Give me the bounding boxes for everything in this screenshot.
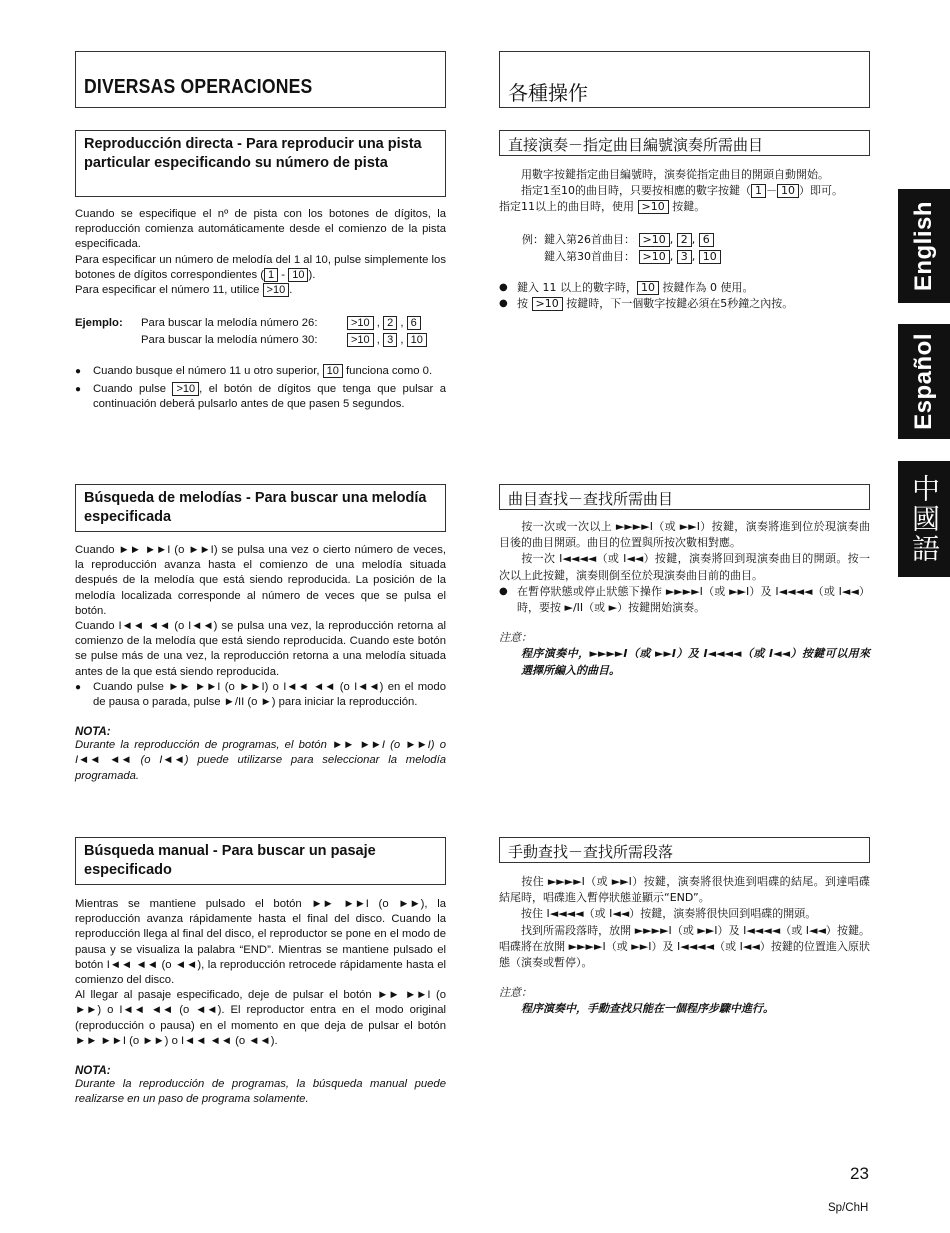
example-line-1: 例：鍵入第26首曲目： >10 , 2 , 6 [522, 231, 862, 248]
page-code: Sp/ChH [828, 1202, 869, 1214]
section-heading-manual-zh: 手動查找－查找所需段落 [499, 837, 870, 863]
section-body-search-es [75, 543, 446, 784]
section-heading-manual-es: Búsqueda manual - Para buscar un pasaje especificado [75, 837, 446, 885]
list-item: ● Cuando pulse ►► ►►I (o ►►I) o I◄◄ ◄◄ (o I◄◄) en el modo de pausa o parada, pulse ►/II (o ►) para iniciar la reproducción. [75, 680, 446, 710]
note-heading: 注意： [499, 986, 532, 1000]
note-heading: NOTA: [75, 1065, 111, 1078]
note-text: Durante la reproducción de programas, la búsqueda manual puede realizarse en un paso de programa solamente. [75, 1078, 446, 1106]
digit-key-1: 1 [264, 268, 278, 282]
example-line-2: 鍵入第30首曲目： >10 , 3 , 10 [522, 248, 862, 265]
note-heading: NOTA: [75, 726, 111, 739]
page-title-zh: 各種操作 [508, 81, 588, 105]
main-title-box-es [75, 51, 446, 108]
section-heading-search-es: Búsqueda de melodías - Para buscar una melodía especificada [75, 484, 446, 532]
section-body-direct-zh [499, 167, 870, 216]
paragraph: 指定1至10的曲目時，只要按相應的數字按鍵（ 1 － 10 ）即可。 [521, 184, 843, 198]
paragraph: Cuando se especifique el nº de pista con los botones de dígitos, la reproducción comienza automáticamente desde el comienzo de la pista especificada. [75, 208, 446, 251]
section-body-manual-es [75, 897, 446, 1107]
paragraph: 按住 ►►►►I（或 ►►I）按鍵，演奏將很快進到唱碟的結尾。到達唱碟結尾時，唱碟進入暫停狀態並顯示“END”。 [499, 875, 870, 905]
list-item: ● Cuando pulse >10 , el botón de dígitos que tenga que pulsar a continuación deberá pulsarlo antes de que pasen 5 segundos. [75, 382, 446, 412]
example-keys-2: >10 , 3 , 10 [347, 332, 427, 349]
tab-espanol[interactable]: Español [898, 324, 950, 439]
paragraph: 按一次或一次以上 ►►►►I（或 ►►I）按鍵，演奏將進到位於現演奏曲目後的曲目開頭。曲目的位置與所按次數相對應。 [499, 520, 870, 550]
paragraph: Cuando ►► ►►I (o ►►I) se pulsa una vez o cierto número de veces, la reproducción avanza hasta el comienzo de una melodía situada después de la melodía que está siendo reproducida. La posición de la melodía localizada corresponde al número de veces que se pulsa el botón. [75, 544, 446, 617]
list-item: ● 在暫停狀態或停止狀態下操作 ►►►►I（或 ►►I）及 I◄◄◄◄（或 I◄◄）時，要按 ►/II（或 ►）按鍵開始演奏。 [499, 584, 870, 616]
bullets-direct-zh [499, 280, 870, 312]
paragraph: Para especificar un número de melodía del 1 al 10, pulse simplemente los botones de dígitos correspondientes ( 1 - 10 ). [75, 253, 446, 281]
list-item: ● Cuando busque el número 11 u otro superior, 10 funciona como 0. [75, 364, 446, 379]
example-block-es [75, 315, 446, 348]
paragraph: 找到所需段落時，放開 ►►►►I（或 ►►I）及 I◄◄◄◄（或 I◄◄）按鍵。唱碟將在放開 ►►►►I（或 ►►I）及 I◄◄◄◄（或 I◄◄）按鍵的位置進入原狀態（演奏或暫停）。 [499, 923, 870, 970]
paragraph: 按一次 I◄◄◄◄（或 I◄◄）按鍵，演奏將回到現演奏曲目的開頭。按一次以上此按鍵，演奏則倒至位於現演奏曲目前的曲目。 [499, 552, 870, 582]
note-heading: 注意： [499, 631, 532, 645]
page-number: 23 [850, 1164, 869, 1183]
section-heading-direct-zh: 直接演奏－指定曲目編號演奏所需曲目 [499, 130, 870, 156]
paragraph: Al llegar al pasaje especificado, deje de pulsar el botón ►► ►►I (o ►►) o I◄◄ ◄◄ (o ◄◄). El reproductor entra en el modo original (reproducción o pausa) en el momento en que deja de pulsar el botón ►► ►►I (o ►►) o I◄◄ ◄◄ (o ◄◄). [75, 989, 446, 1047]
paragraph: 用數字按鍵指定曲目編號時，演奏從指定曲目的開頭自動開始。 [521, 168, 829, 181]
example-keys-1: >10 , 2 , 6 [347, 315, 421, 332]
example-block-zh [522, 231, 862, 265]
note-text: Durante la reproducción de programas, el botón ►► ►►I (o ►►I) o I◄◄ ◄◄ (o I◄◄) puede utilizarse para seleccionar la melodía programada. [75, 739, 446, 782]
paragraph: Mientras se mantiene pulsado el botón ►► ►►I (o ►►), la reproducción avanza rápidamente hasta el final del disco. Cuando la reproducción llega al final del disco, el reproductor se pone en el modo de pausa y se visualiza la palabra “END”. Mientras se mantiene pulsado el botón I◄◄ ◄◄ (o ◄◄), la reproducción retrocede rápidamente hasta el comienzo del disco. [75, 898, 446, 987]
list-item: ● 鍵入 11 以上的數字時， 10 按鍵作為 0 使用。 [499, 280, 870, 296]
paragraph: 指定11以上的曲目時，使用 >10 按鍵。 [499, 200, 706, 214]
paragraph: Cuando I◄◄ ◄◄ (o I◄◄) se pulsa una vez, la reproducción retorna al comienzo de la melodía que está siendo reproducida. Cuando este botón se pulse más de una vez, la reproducción retorna a una melodía situada antes de la que está siendo reproducida. [75, 620, 446, 678]
section-body-direct-es [75, 207, 446, 298]
section-heading-search-zh: 曲目查找－查找所需曲目 [499, 484, 870, 510]
section-body-search-zh [499, 519, 870, 679]
page-title-es: DIVERSAS OPERACIONES [84, 76, 313, 98]
example-line-2: Para buscar la melodía número 30: [141, 333, 318, 346]
paragraph: 按住 I◄◄◄◄（或 I◄◄）按鍵，演奏將很快回到唱碟的開頭。 [521, 907, 817, 921]
digit-key-10: 10 [288, 268, 308, 282]
tab-chinese[interactable]: 中國語 [898, 461, 950, 577]
tab-english[interactable]: English [898, 189, 950, 303]
paragraph: Para especificar el número 11, utilice >10 . [75, 284, 293, 297]
example-line-1: Para buscar la melodía número 26: [141, 317, 318, 329]
key-plus10: >10 [263, 283, 290, 297]
section-heading-direct-es: Reproducción directa - Para reproducir una pista particular especificando su número de pista [75, 130, 446, 197]
note-text: 程序演奏中，手動查找只能在一個程序步驟中進行。 [521, 1002, 774, 1016]
bullets-direct-es [75, 364, 446, 413]
section-body-manual-zh [499, 874, 870, 1018]
list-item: ● 按 >10 按鍵時，下一個數字按鍵必須在5秒鐘之內按。 [499, 296, 870, 312]
note-text: 程序演奏中，►►►►I（或 ►►I）及 I◄◄◄◄（或 I◄◄）按鍵可以用來選擇所編入的曲目。 [521, 647, 870, 677]
main-title-box-zh [499, 51, 870, 108]
example-label: Ejemplo: [75, 317, 123, 329]
